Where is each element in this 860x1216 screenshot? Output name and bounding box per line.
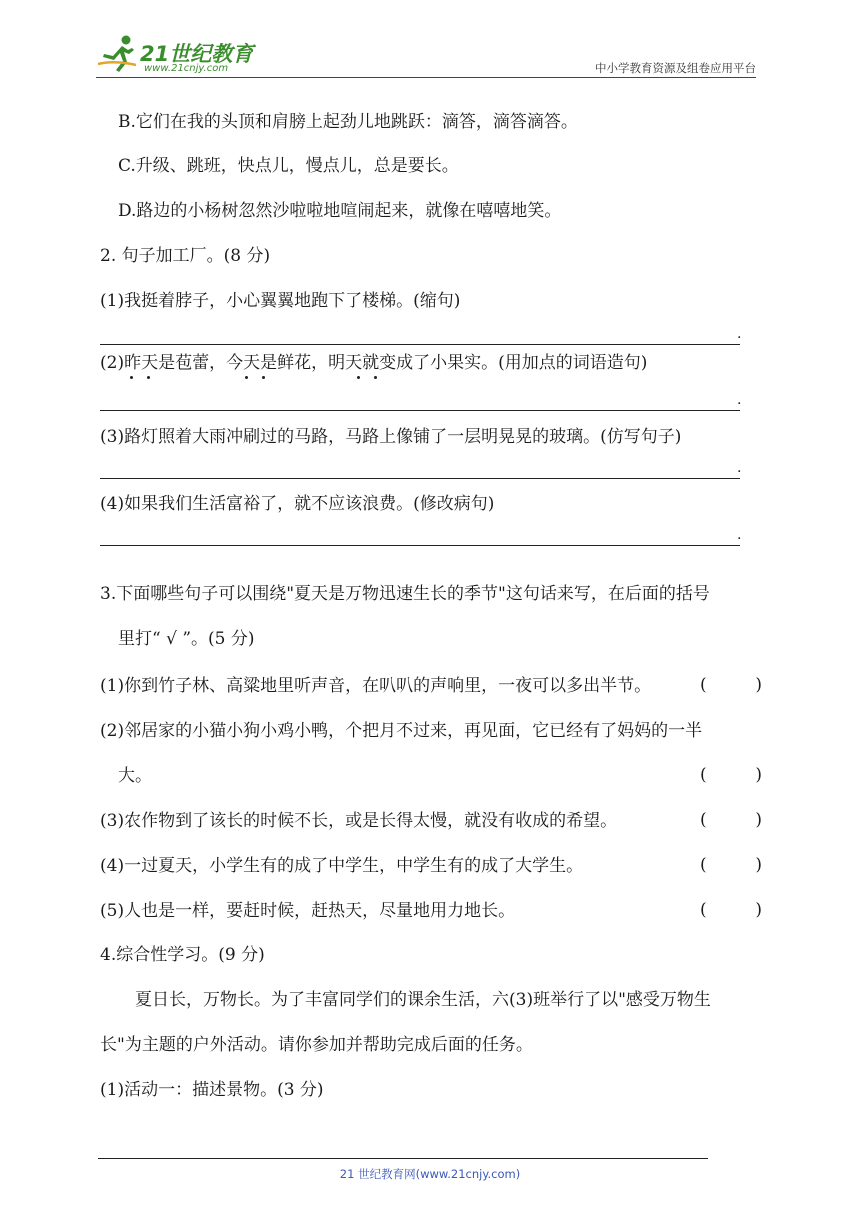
logo-text: 21世纪教育 <box>140 42 254 66</box>
runner-icon <box>96 34 140 74</box>
emphasis-dot <box>147 376 150 379</box>
answer-line-2-3[interactable] <box>100 478 740 479</box>
question-2-1: (1)我挺着脖子，小心翼翼地跑下了楼梯。(缩句) <box>100 291 461 311</box>
answer-parentheses[interactable]: ( ) <box>700 810 762 830</box>
header-platform-text: 中小学教育资源及组卷应用平台 <box>595 61 756 75</box>
emphasis-dot <box>357 376 360 379</box>
header-rule <box>96 77 756 78</box>
logo-url: www.21cnjy.com <box>144 63 229 74</box>
answer-end-period: . <box>737 326 742 342</box>
question-4-paragraph-continued: 长"为主题的户外活动。请你参加并帮助完成后面的任务。 <box>100 1035 533 1055</box>
answer-end-period: . <box>737 527 742 543</box>
question-4-heading: 4.综合性学习。(9 分) <box>100 945 265 965</box>
question-2-2: (2)昨天是苞蕾，今天是鲜花，明天就变成了小果实。(用加点的词语造句) <box>100 353 648 373</box>
emphasis-dot <box>262 376 265 379</box>
site-logo <box>96 34 258 78</box>
answer-line-2-2[interactable] <box>100 410 740 411</box>
answer-end-period: . <box>737 392 742 408</box>
question-3-2: (2)邻居家的小猫小狗小鸡小鸭，个把月不过来，再见面，它已经有了妈妈的一半 <box>100 721 703 741</box>
option-d: D.路边的小杨树忽然沙啦啦地喧闹起来，就像在嘻嘻地笑。 <box>118 201 562 221</box>
option-c: C.升级、跳班，快点儿，慢点儿，总是要长。 <box>118 156 459 176</box>
answer-end-period: . <box>737 460 742 476</box>
answer-line-2-4[interactable] <box>100 545 740 546</box>
question-2-heading: 2. 句子加工厂。(8 分) <box>100 246 271 266</box>
answer-line-2-1[interactable] <box>100 344 740 345</box>
answer-parentheses[interactable]: ( ) <box>700 675 762 695</box>
question-3-heading: 3.下面哪些句子可以围绕"夏天是万物迅速生长的季节"这句话来写，在后面的括号 <box>100 584 710 604</box>
footer-link[interactable]: 21 世纪教育网(www.21cnjy.com) <box>339 1167 521 1181</box>
emphasis-dot <box>130 376 133 379</box>
question-4-1: (1)活动一：描述景物。(3 分) <box>100 1080 324 1100</box>
question-2-3: (3)路灯照着大雨冲刷过的马路，马路上像铺了一层明晃晃的玻璃。(仿写句子) <box>100 427 682 447</box>
question-3-4: (4)一过夏天，小学生有的成了中学生，中学生有的成了大学生。 <box>100 856 584 876</box>
question-4-paragraph: 夏日长，万物长。为了丰富同学们的课余生活，六(3)班举行了以"感受万物生 <box>135 990 711 1010</box>
answer-parentheses[interactable]: ( ) <box>700 855 762 875</box>
emphasis-dot <box>374 376 377 379</box>
option-b: B.它们在我的头顶和肩膀上起劲儿地跳跃：滴答，滴答滴答。 <box>118 112 578 132</box>
question-2-4: (4)如果我们生活富裕了，就不应该浪费。(修改病句) <box>100 494 495 514</box>
emphasis-dot <box>245 376 248 379</box>
footer-rule <box>98 1158 708 1159</box>
answer-parentheses[interactable]: ( ) <box>700 765 762 785</box>
question-3-instruction: 里打“ √ ”。(5 分) <box>118 629 255 649</box>
question-3-1: (1)你到竹子林、高粱地里听声音，在叭叭的声响里，一夜可以多出半节。 <box>100 676 652 696</box>
question-3-2-continued: 大。 <box>118 766 152 786</box>
question-3-3: (3)农作物到了该长的时候不长，或是长得太慢，就没有收成的希望。 <box>100 811 618 831</box>
question-3-5: (5)人也是一样，要赶时候，赶热天，尽量地用力地长。 <box>100 901 516 921</box>
answer-parentheses[interactable]: ( ) <box>700 900 762 920</box>
